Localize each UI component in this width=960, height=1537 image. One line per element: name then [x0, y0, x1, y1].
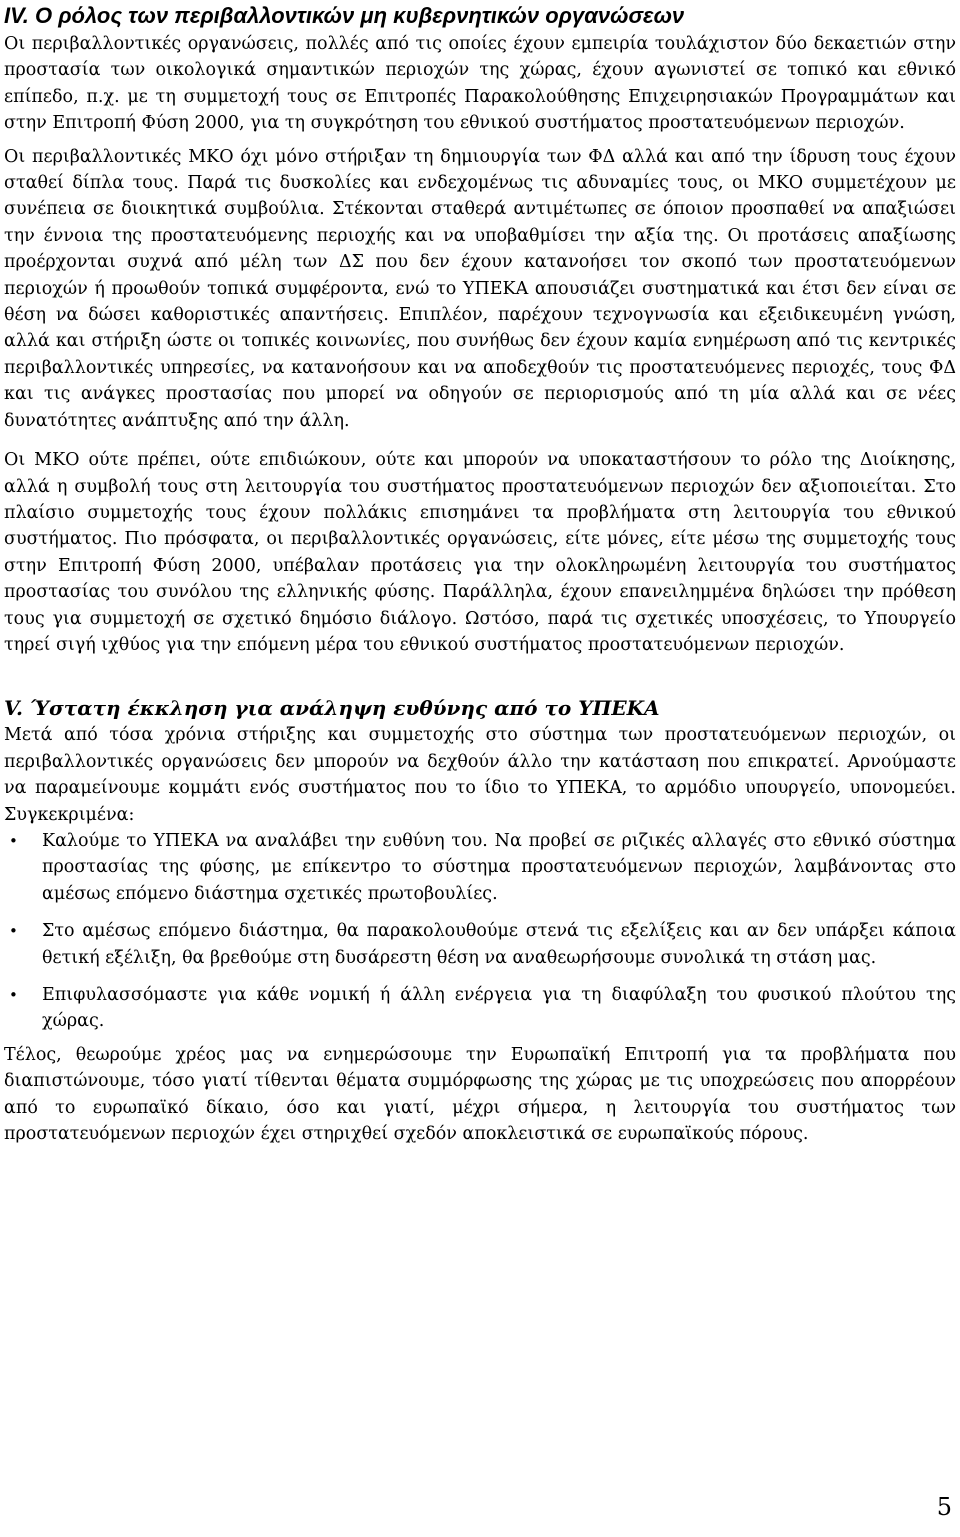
section-heading-v: V. Ύστατη έκκληση για ανάληψη ευθύνης από το ΥΠΕΚΑ: [4, 696, 660, 721]
section-iv-paragraph-2: Οι περιβαλλοντικές ΜΚΟ όχι μόνο στήριξαν τη δημιουργία των ΦΔ αλλά και από την ίδρυση τους έχουν σταθεί δίπλα τους. Παρά τις δυσκολίες και ενδεχομένως τις αδυναμίες τους, οι ΜΚΟ συμμετέχουν με συνέπεια σε διοικητικά συμβούλια. Στέκονται σταθερά αντιμέτωπες σε όποιον προσπαθεί να απαξιώσει την έννοια της προστατευόμενης περιοχής και να υποβαθμίσει την αξία της. Οι προτάσεις απαξίωσης προέρχονται συχνά από μέλη των ΔΣ που δεν έχουν κατανοήσει τον σκοπό των προστατευόμενων περιοχών ή προωθούν τοπικά συμφέροντα, ενώ το ΥΠΕΚΑ απουσιάζει συστηματικά και έτσι δεν είναι σε θέση να δώσει καθοριστικές απαντήσεις. Επιπλέον, παρέχουν τεχνογνωσία και εξειδικευμένη γνώση, αλλά και στήριξη ώστε οι τοπικές κοινωνίες, που συνήθως δεν έχουν καμία ενημέρωση από τις κεντρικές περιβαλλοντικές υπηρεσίες, να κατανοήσουν και να αποδεχθούν τις προστατευόμενες περιοχές, τους ΦΔ και τις ανάγκες προστασίας που μπορεί να οδηγούν σε περιορισμούς από τη μία αλλά και σε νέες δυνατότητες ανάπτυξης από την άλλη.: [4, 146, 956, 431]
section-iv-paragraph-3: Οι ΜΚΟ ούτε πρέπει, ούτε επιδιώκουν, ούτε και μπορούν να υποκαταστήσουν το ρόλο της Διοίκησης, αλλά η συμβολή τους στη λειτουργία του συστήματος προστατευόμενων περιοχών δεν αξιοποιείται. Στο πλαίσιο συμμετοχής τους έχουν πολλάκις επισημάνει τα προβλήματα στη λειτουργία του εθνικού συστήματος. Πιο πρόσφατα, οι περιβαλλοντικές οργανώσεις, είτε μόνες, είτε μέσω της συμμετοχής τους στην Επιτροπή Φύση 2000, υπέβαλαν προτάσεις για την ολοκληρωμένη λειτουργία του συστήματος προστασίας του συνόλου της ελληνικής φύσης. Παράλληλα, έχουν επανειλημμένα δηλώσει την πρόθεση τους για συμμετοχή σε σχετικό δημόσιο διάλογο. Ωστόσο, παρά τις σχετικές υποσχέσεις, το Υπουργείο τηρεί σιγή ιχθύος για την επόμενη μέρα του εθνικού συστήματος προστατευόμενων περιοχών.: [4, 450, 956, 655]
bullet-icon: •: [9, 831, 18, 850]
list-item: [4, 982, 956, 1035]
list-item-text: Καλούμε το ΥΠΕΚΑ να αναλάβει την ευθύνη του. Να προβεί σε ριζικές αλλαγές στο εθνικό σύστημα προστασίας της φύσης, με επίκεντρο το σύστημα προστατευόμενων περιοχών, λαμβάνοντας στο αμέσως επόμενο διάστημα σχετικές πρωτοβουλίες.: [42, 830, 956, 904]
list-item: [4, 828, 956, 907]
list-item-text: Στο αμέσως επόμενο διάστημα, θα παρακολουθούμε στενά τις εξελίξεις και αν δεν υπάρξει κάποια θετική εξέλιξη, θα βρεθούμε στη δυσάρεστη θέση να αναθεωρήσουμε συνολικά τη στάση μας.: [42, 921, 956, 968]
page-number: 5: [936, 1493, 952, 1521]
section-v-intro-paragraph: Μετά από τόσα χρόνια στήριξης και συμμετοχής στο σύστημα των προστατευόμενων περιοχών, οι περιβαλλοντικές οργανώσεις δεν μπορούν να δεχθούν άλλο την κατάσταση που επικρατεί. Αρνούμαστε να παραμείνουμε κομμάτι ενός συστήματος που το ίδιο το ΥΠΕΚΑ, το αρμόδιο υπουργείο, υπονομεύει. Συγκεκριμένα:: [4, 725, 956, 825]
list-item-text: Επιφυλασσόμαστε για κάθε νομική ή άλλη ενέργεια για τη διαφύλαξη του φυσικού πλούτου της χώρας.: [42, 985, 956, 1032]
section-heading-iv: IV. Ο ρόλος των περιβαλλοντικών μη κυβερνητικών οργανώσεων: [4, 3, 685, 28]
page-content: [4, 0, 956, 1147]
list-item: [4, 918, 956, 971]
bullet-icon: •: [9, 922, 18, 941]
demands-list: [4, 828, 956, 1035]
section-iv-paragraph-1: Οι περιβαλλοντικές οργανώσεις, πολλές από τις οποίες έχουν εμπειρία τουλάχιστον δύο δεκαετιών στην προστασία των οικολογικά σημαντικών περιοχών της χώρας, έχουν αγωνιστεί σε τοπικό και εθνικό επίπεδο, π.χ. με τη συμμετοχή τους σε Επιτροπές Παρακολούθησης Επιχειρησιακών Προγραμμάτων και στην Επιτροπή Φύση 2000, για τη συγκρότηση του εθνικού συστήματος προστατευόμενων περιοχών.: [4, 34, 956, 134]
bullet-icon: •: [9, 986, 18, 1004]
closing-paragraph: Τέλος, θεωρούμε χρέος μας να ενημερώσουμε την Ευρωπαϊκή Επιτροπή για τα προβλήματα που διαπιστώνουμε, τόσο γιατί τίθενται θέματα συμμόρφωσης της χώρας με τις υποχρεώσεις που απορρέουν από το ευρωπαϊκό δίκαιο, όσο και γιατί, μέχρι σήμερα, η λειτουργία του συστήματος των προστατευόμενων περιοχών έχει στηριχθεί σχεδόν αποκλειστικά σε ευρωπαϊκούς πόρους.: [4, 1044, 956, 1145]
